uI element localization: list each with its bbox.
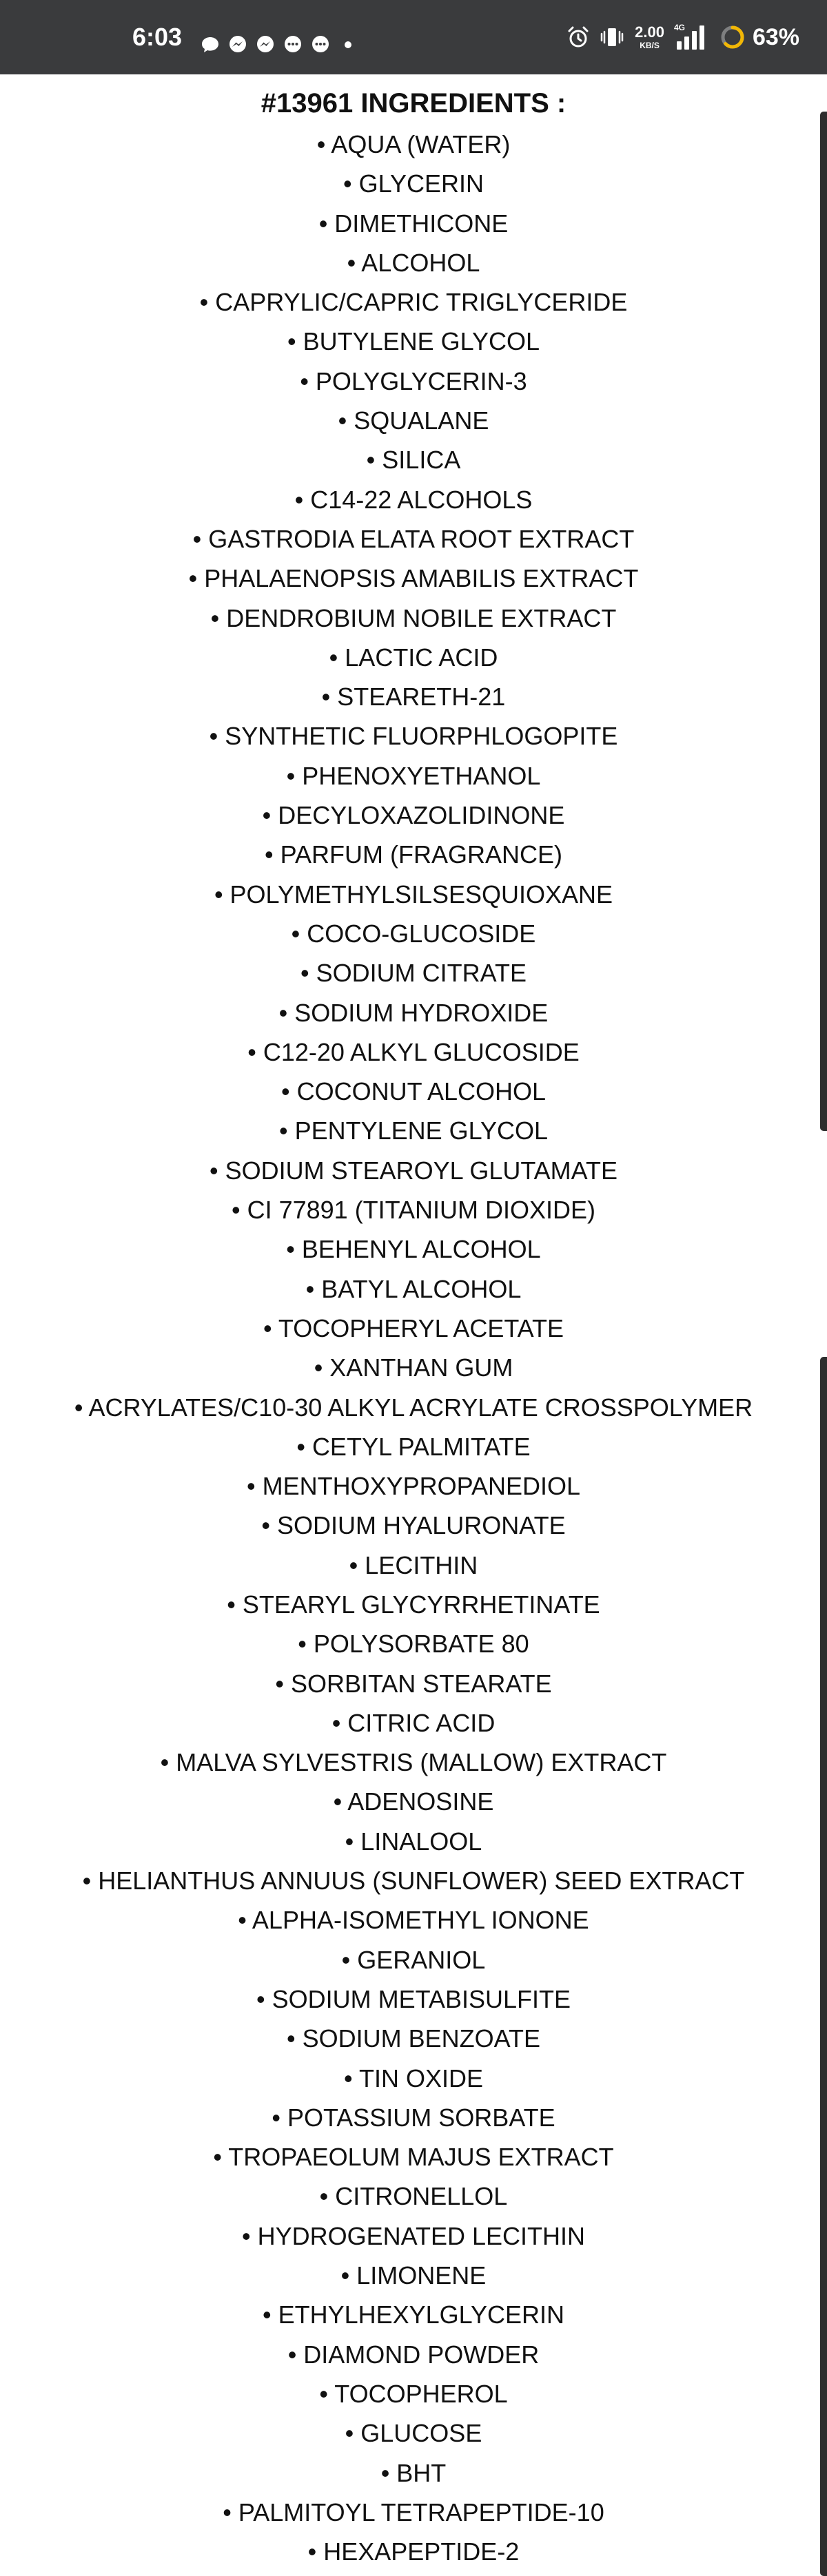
- ingredient-item: • LINALOOL: [0, 1822, 827, 1861]
- ingredient-item: • COCO-GLUCOSIDE: [0, 914, 827, 953]
- clock: 6:03: [132, 23, 183, 51]
- ingredient-item: • XANTHAN GUM: [0, 1348, 827, 1387]
- ingredient-item: • SYNTHETIC FLUORPHLOGOPITE: [0, 716, 827, 756]
- ingredient-item: • PENTYLENE GLYCOL: [0, 1111, 827, 1150]
- network-type: 4G: [673, 23, 685, 32]
- ingredient-item: • C14-22 ALCOHOLS: [0, 480, 827, 519]
- network-speed: [635, 25, 664, 50]
- ingredient-item: • BUTYLENE GLYCOL: [0, 322, 827, 361]
- ingredient-item: • POLYGLYCERIN-3: [0, 362, 827, 401]
- cellular-signal: [674, 23, 710, 51]
- ingredient-item: • MALVA SYLVESTRIS (MALLOW) EXTRACT: [0, 1743, 827, 1782]
- battery-percent: 63%: [752, 23, 799, 50]
- ingredient-item: • SILICA: [0, 440, 827, 479]
- ingredient-item: • SORBITAN STEARATE: [0, 1664, 827, 1703]
- ingredient-item: • SODIUM HYALURONATE: [0, 1506, 827, 1545]
- scrollbar-thumb[interactable]: [820, 112, 827, 1131]
- ingredient-item: • SODIUM STEAROYL GLUTAMATE: [0, 1151, 827, 1190]
- ingredient-item: • POTASSIUM SORBATE: [0, 2098, 827, 2137]
- ingredient-item: • CI 77891 (TITANIUM DIOXIDE): [0, 1190, 827, 1229]
- messenger-icon: [227, 34, 248, 55]
- ingredient-item: • GLUCOSE: [0, 2413, 827, 2453]
- ingredient-item: • LECITHIN: [0, 1546, 827, 1585]
- ingredient-item: • DECYLOXAZOLIDINONE: [0, 796, 827, 835]
- notification-icons: [200, 34, 351, 55]
- alarm-icon: [566, 25, 591, 50]
- ingredient-item: • BATYL ALCOHOL: [0, 1269, 827, 1309]
- ingredient-item: • PALMITOYL TETRAPEPTIDE-10: [0, 2493, 827, 2532]
- ingredient-item: • BEHENYL ALCOHOL: [0, 1229, 827, 1269]
- ingredient-item: • ALPHA-ISOMETHYL IONONE: [0, 1900, 827, 1940]
- messenger-icon: [255, 34, 276, 55]
- network-speed-value: 2.00: [635, 23, 664, 41]
- chat-dots-icon: [310, 34, 331, 55]
- ingredient-item: • HEXAPEPTIDE-2: [0, 2532, 827, 2571]
- battery-ring-icon: [719, 24, 746, 50]
- status-bar: [0, 0, 827, 74]
- ingredient-item: • CITRIC ACID: [0, 1703, 827, 1743]
- ingredient-item: • STEARETH-21: [0, 677, 827, 716]
- ingredient-item: • LACTIC ACID: [0, 638, 827, 677]
- ingredient-item: • TOCOPHERYL ACETATE: [0, 1309, 827, 1348]
- ingredient-item: • HYDROGENATED LECITHIN: [0, 2216, 827, 2256]
- ingredient-item: • POLYSORBATE 80: [0, 1624, 827, 1663]
- ingredient-item: • TIN OXIDE: [0, 2059, 827, 2098]
- ingredient-item: • DENDROBIUM NOBILE EXTRACT: [0, 599, 827, 638]
- vibrate-icon: [600, 25, 624, 50]
- ingredient-item: • POLYMETHYLSILSESQUIOXANE: [0, 875, 827, 914]
- ingredient-item: • PHALAENOPSIS AMABILIS EXTRACT: [0, 559, 827, 598]
- ingredient-item: • C12-20 ALKYL GLUCOSIDE: [0, 1032, 827, 1072]
- ingredient-item: • CAPRYLIC/CAPRIC TRIGLYCERIDE: [0, 282, 827, 322]
- more-notifications-dot: [345, 41, 351, 48]
- ingredient-item: • DIMETHICONE: [0, 204, 827, 243]
- ingredient-item: • DIAMOND POWDER: [0, 2335, 827, 2374]
- ingredient-item: • HELIANTHUS ANNUUS (SUNFLOWER) SEED EXTRACT: [0, 1861, 827, 1900]
- ingredient-item: • COCONUT ALCOHOL: [0, 1072, 827, 1111]
- ingredient-item: • ACRYLATES/C10-30 ALKYL ACRYLATE CROSSPOLYMER: [0, 1388, 827, 1427]
- ingredient-item: • SODIUM CITRATE: [0, 953, 827, 993]
- ingredient-item: • BHT: [0, 2453, 827, 2493]
- signal-icon: [674, 23, 710, 51]
- ingredient-item: • TOCOPHEROL: [0, 2374, 827, 2413]
- chat-bubble-icon: [200, 34, 221, 55]
- ingredients-page[interactable]: [0, 74, 827, 2573]
- ingredient-item: • PHENOXYETHANOL: [0, 756, 827, 796]
- ingredient-item: • LIMONENE: [0, 2256, 827, 2295]
- ingredient-item: • STEARYL GLYCYRRHETINATE: [0, 1585, 827, 1624]
- ingredient-item: • SODIUM HYDROXIDE: [0, 993, 827, 1032]
- network-speed-unit: KB/S: [640, 41, 660, 50]
- ingredient-item: • MENTHOXYPROPANEDIOL: [0, 1466, 827, 1506]
- ingredient-item: • ADENOSINE: [0, 1782, 827, 1821]
- ingredient-item: • SQUALANE: [0, 401, 827, 440]
- ingredient-item: • GERANIOL: [0, 1940, 827, 1980]
- system-icons: [566, 21, 799, 54]
- ingredient-list: [0, 125, 827, 2571]
- scrollbar-thumb[interactable]: [820, 1357, 827, 2576]
- ingredient-item: • TROPAEOLUM MAJUS EXTRACT: [0, 2137, 827, 2177]
- ingredient-item: • GLYCERIN: [0, 164, 827, 203]
- ingredient-item: • CITRONELLOL: [0, 2177, 827, 2216]
- chat-dots-icon: [283, 34, 303, 55]
- ingredient-item: • GASTRODIA ELATA ROOT EXTRACT: [0, 519, 827, 559]
- ingredient-item: • SODIUM BENZOATE: [0, 2019, 827, 2058]
- ingredient-item: • CETYL PALMITATE: [0, 1427, 827, 1466]
- ingredient-item: • PARFUM (FRAGRANCE): [0, 835, 827, 874]
- ingredient-item: • AQUA (WATER): [0, 125, 827, 164]
- ingredient-item: • ALCOHOL: [0, 243, 827, 282]
- page-title: #13961 INGREDIENTS :: [261, 88, 566, 118]
- ingredient-item: • ETHYLHEXYLGLYCERIN: [0, 2295, 827, 2334]
- ingredient-item: • SODIUM METABISULFITE: [0, 1980, 827, 2019]
